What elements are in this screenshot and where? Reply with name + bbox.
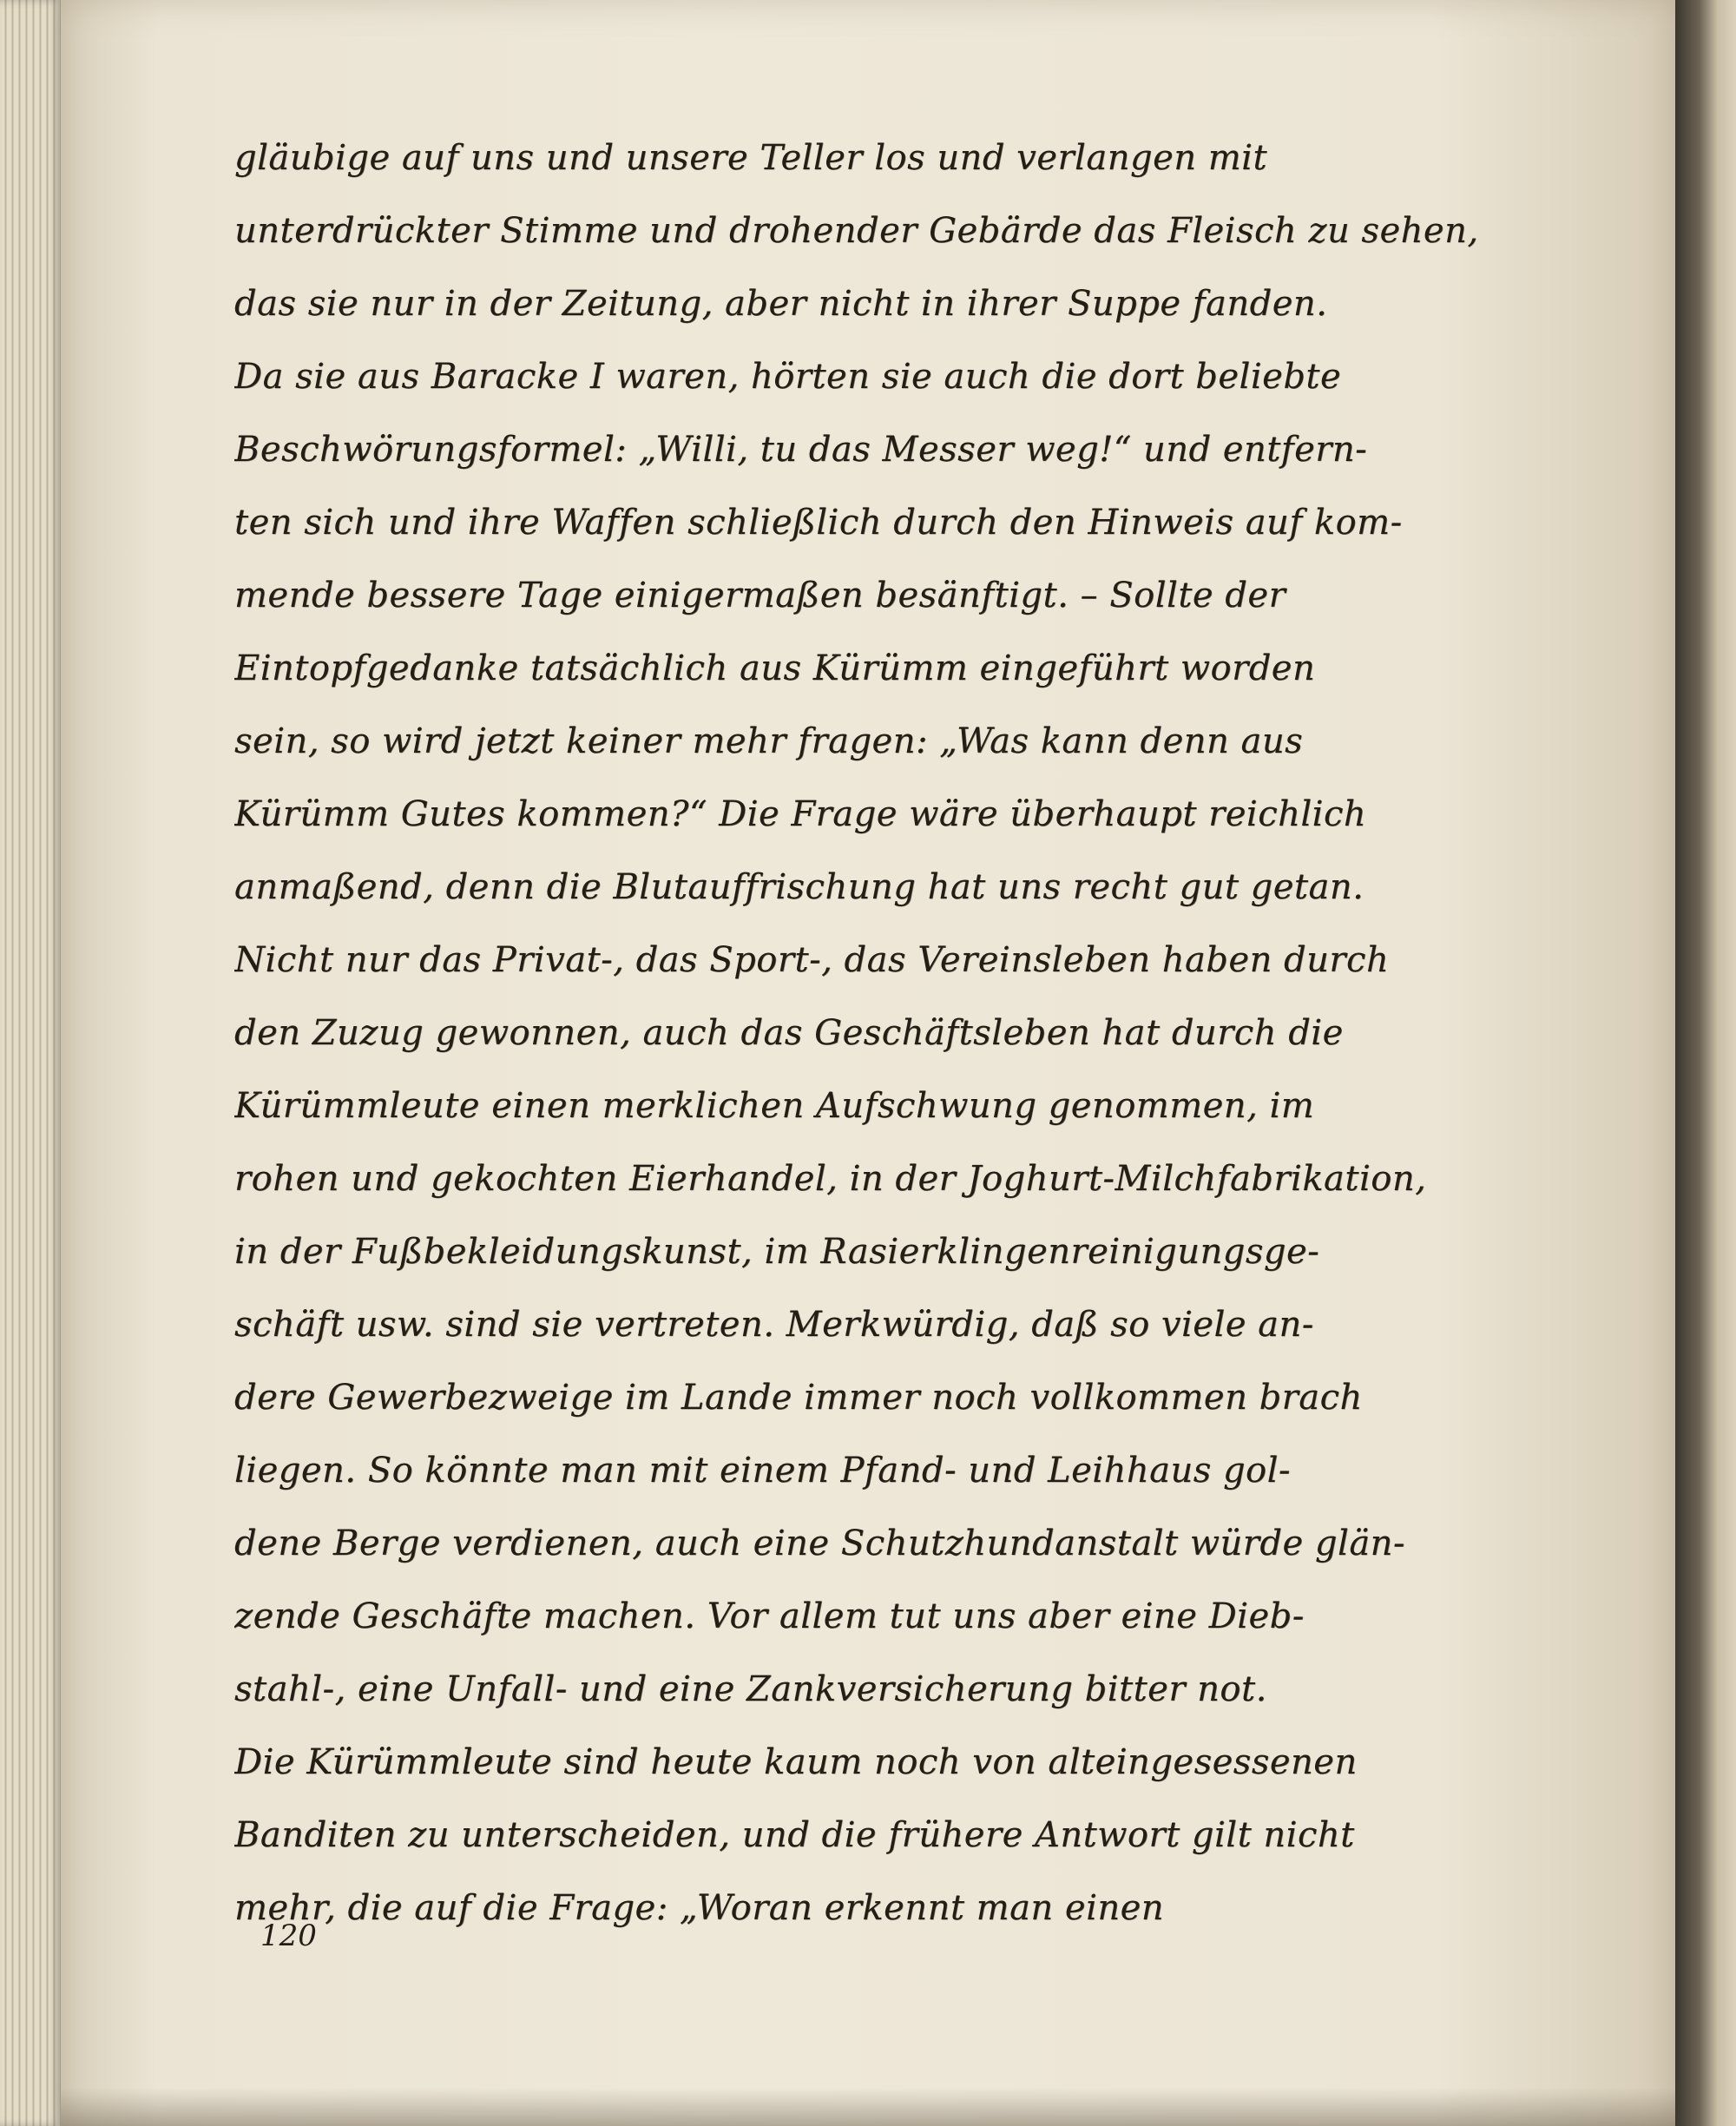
text-line: mehr, die auf die Frage: „Woran erkennt man einen <box>234 1888 1165 1928</box>
book-page-edges <box>0 0 61 2126</box>
text-line: dene Berge verdienen, auch eine Schutzhundanstalt würde glän- <box>234 1524 1405 1563</box>
text-line: Kürümm Gutes kommen?“ Die Frage wäre überhaupt reichlich <box>234 794 1367 834</box>
page-bottom-shadow <box>61 2088 1675 2126</box>
page-number: 120 <box>260 1919 317 1953</box>
text-line: mende bessere Tage einigermaßen besänftigt. – Sollte der <box>234 576 1286 615</box>
text-line: dere Gewerbezweige im Lande immer noch vollkommen brach <box>234 1378 1363 1418</box>
text-line: gläubige auf uns und unsere Teller los und verlangen mit <box>234 138 1268 178</box>
text-line: zende Geschäfte machen. Vor allem tut uns aber eine Dieb- <box>234 1596 1305 1636</box>
text-line: Kürümmleute einen merklichen Aufschwung genommen, im <box>234 1086 1315 1126</box>
text-line: stahl-, eine Unfall- und eine Zankversicherung bitter not. <box>234 1669 1267 1709</box>
handwritten-text-block <box>234 122 1554 1945</box>
text-line: den Zuzug gewonnen, auch das Geschäftsleben hat durch die <box>234 1013 1344 1053</box>
text-line: Da sie aus Baracke I waren, hörten sie auch die dort beliebte <box>234 357 1342 397</box>
text-line: unterdrückter Stimme und drohender Gebärde das Fleisch zu sehen, <box>234 211 1479 251</box>
text-line: Eintopfgedanke tatsächlich aus Kürümm eingeführt worden <box>234 648 1316 688</box>
text-line: sein, so wird jetzt keiner mehr fragen: „Was kann denn aus <box>234 721 1304 761</box>
book-gutter <box>1675 0 1736 2126</box>
text-line: in der Fußbekleidungskunst, im Rasierklingenreinigungsge- <box>234 1232 1320 1272</box>
text-line: anmaßend, denn die Blutauffrischung hat uns recht gut getan. <box>234 867 1364 907</box>
text-line: liegen. So könnte man mit einem Pfand- und Leihhaus gol- <box>234 1451 1291 1491</box>
text-line: Nicht nur das Privat-, das Sport-, das Vereinsleben haben durch <box>234 940 1390 980</box>
text-line: Beschwörungsformel: „Willi, tu das Messer weg!“ und entfern- <box>234 430 1368 470</box>
text-line: Die Kürümmleute sind heute kaum noch von alteingesessenen <box>234 1742 1358 1782</box>
text-line: das sie nur in der Zeitung, aber nicht in ihrer Suppe fanden. <box>234 284 1328 324</box>
text-line: ten sich und ihre Waffen schließlich durch den Hinweis auf kom- <box>234 503 1403 543</box>
text-line: rohen und gekochten Eierhandel, in der Joghurt-Milchfabrikation, <box>234 1159 1427 1199</box>
text-line: schäft usw. sind sie vertreten. Merkwürdig, daß so viele an- <box>234 1305 1314 1345</box>
text-line: Banditen zu unterscheiden, und die frühere Antwort gilt nicht <box>234 1815 1355 1855</box>
